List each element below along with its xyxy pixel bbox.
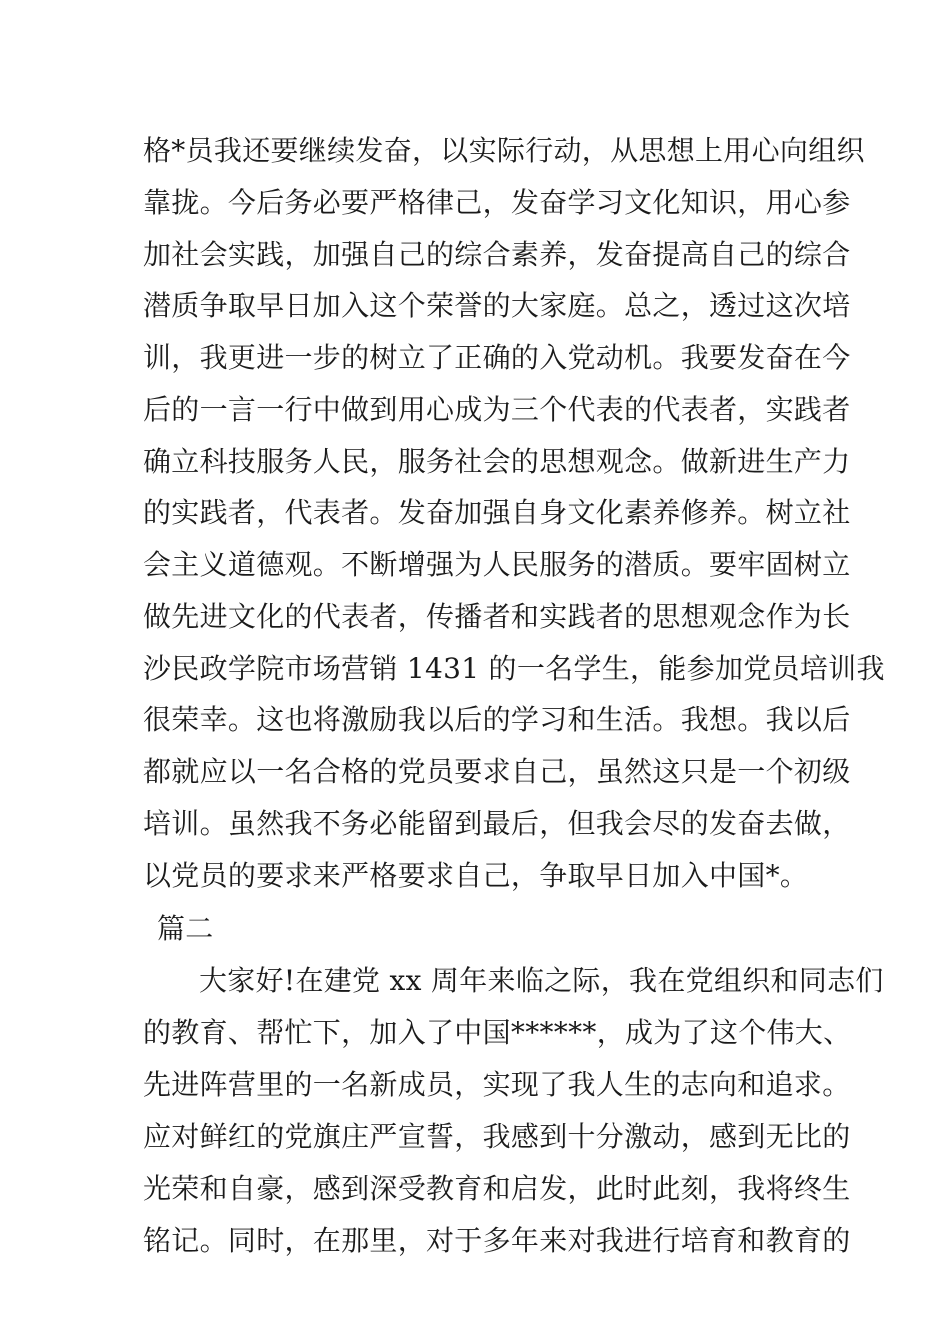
text-line: 靠拢。今后务必要严格律己，发奋学习文化知识，用心参 [143, 186, 851, 219]
text-line: 大家好!在建党 xx 周年来临之际，我在党组织和同志们 [199, 964, 884, 997]
section-heading: 篇二 [157, 912, 214, 945]
text-line: 的教育、帮忙下，加入了中国******，成为了这个伟大、 [143, 1016, 852, 1049]
text-line: 的实践者，代表者。发奋加强自身文化素养修养。树立社 [143, 496, 851, 529]
text-line: 后的一言一行中做到用心成为三个代表的代表者，实践者 [143, 393, 851, 426]
text-line: 格*员我还要继续发奋，以实际行动，从思想上用心向组织 [143, 134, 865, 167]
text-line: 训，我更进一步的树立了正确的入党动机。我要发奋在今 [143, 341, 851, 374]
text-line: 都就应以一名合格的党员要求自己，虽然这只是一个初级 [143, 755, 851, 788]
text-line: 光荣和自豪，感到深受教育和启发，此时此刻，我将终生 [143, 1172, 851, 1205]
text-line: 潜质争取早日加入这个荣誉的大家庭。总之，透过这次培 [143, 289, 851, 322]
text-line: 做先进文化的代表者，传播者和实践者的思想观念作为长 [143, 600, 851, 633]
text-line: 培训。虽然我不务必能留到最后，但我会尽的发奋去做， [143, 807, 851, 840]
text-line: 铭记。同时，在那里，对于多年来对我进行培育和教育的 [143, 1224, 851, 1257]
text-line: 先进阵营里的一名新成员，实现了我人生的志向和追求。 [143, 1068, 851, 1101]
text-line: 加社会实践，加强自己的综合素养，发奋提高自己的综合 [143, 238, 851, 271]
text-line: 确立科技服务人民，服务社会的思想观念。做新进生产力 [143, 445, 851, 478]
text-line: 沙民政学院市场营销 1431 的一名学生，能参加党员培训我 [143, 652, 885, 685]
text-line: 以党员的要求来严格要求自己，争取早日加入中国*。 [143, 859, 809, 892]
text-line: 很荣幸。这也将激励我以后的学习和生活。我想。我以后 [143, 703, 851, 736]
text-line: 会主义道德观。不断增强为人民服务的潜质。要牢固树立 [143, 548, 851, 581]
text-line: 应对鲜红的党旗庄严宣誓，我感到十分激动，感到无比的 [143, 1120, 851, 1153]
